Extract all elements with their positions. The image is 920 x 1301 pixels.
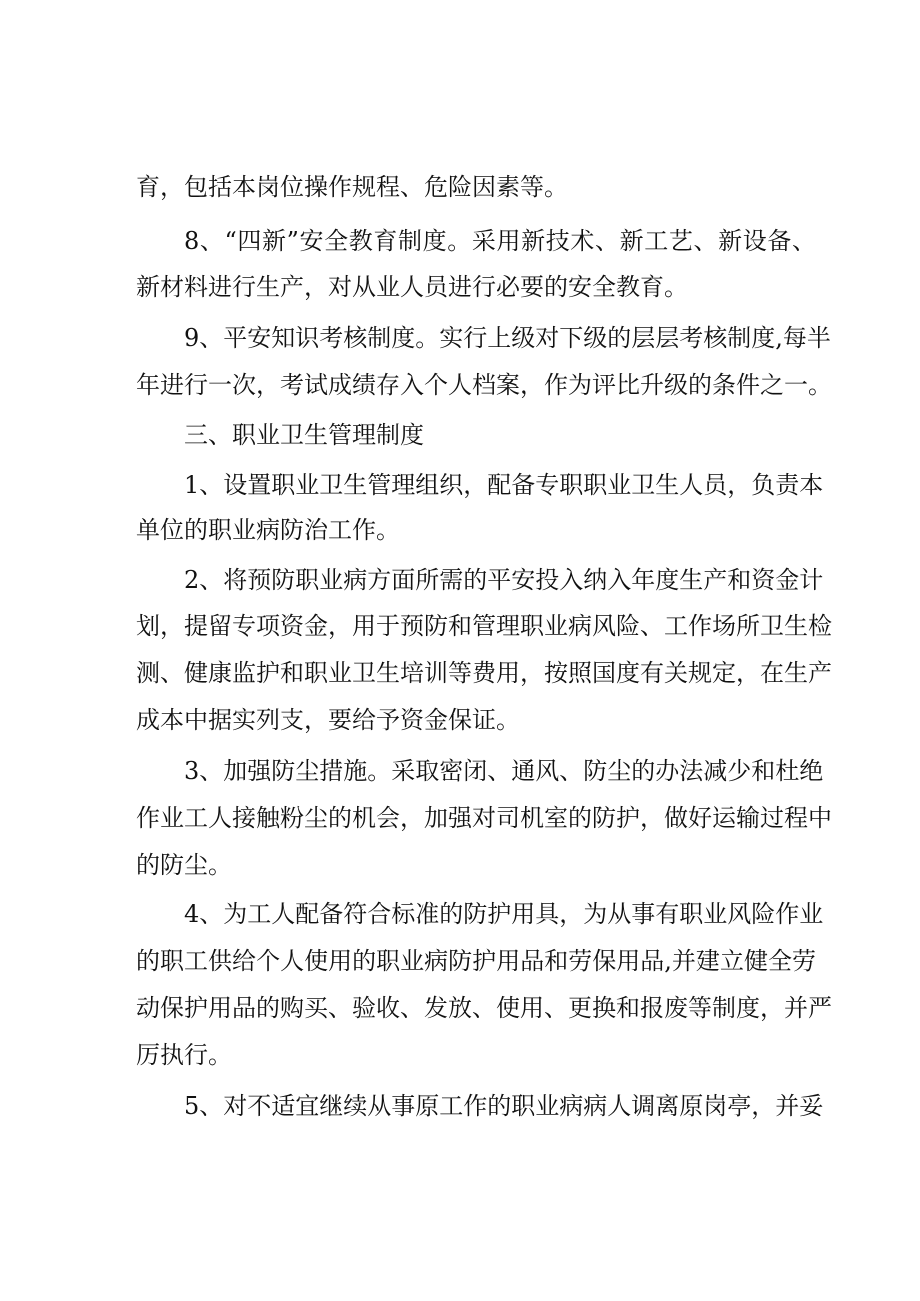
text-line: 成本中据实列支，要给予资金保证。 — [136, 706, 520, 734]
text-line: 1、设置职业卫生管理组织，配备专职职业卫生人员，负责本 — [184, 471, 824, 499]
text-line: 测、健康监护和职业卫生培训等费用，按照国度有关规定，在生产 — [136, 659, 832, 687]
text-line: 育，包括本岗位操作规程、危险因素等。 — [136, 173, 568, 201]
text-line: 的职工供给个人使用的职业病防护用品和劳保用品,并建立健全劳 — [136, 947, 816, 975]
text-line: 3、加强防尘措施。采取密闭、通风、防尘的办法减少和杜绝 — [184, 757, 824, 785]
text-line: 划，提留专项资金，用于预防和管理职业病风险、工作场所卫生检 — [136, 612, 832, 640]
text-line: 厉执行。 — [136, 1041, 232, 1069]
text-line: 8、“四新”安全教育制度。采用新技术、新工艺、新设备、 — [184, 227, 816, 255]
text-line: 动保护用品的购买、验收、发放、使用、更换和报废等制度，并严 — [136, 994, 832, 1022]
text-line: 的防尘。 — [136, 851, 232, 879]
text-line: 单位的职业病防治工作。 — [136, 516, 400, 544]
text-line: 9、平安知识考核制度。实行上级对下级的层层考核制度,每半 — [184, 324, 831, 352]
text-line: 作业工人接触粉尘的机会，加强对司机室的防护，做好运输过程中 — [136, 804, 832, 832]
text-line: 新材料进行生产，对从业人员进行必要的安全教育。 — [136, 273, 688, 301]
text-line: 4、为工人配备符合标准的防护用具，为从事有职业风险作业 — [184, 900, 824, 928]
section-heading: 三、职业卫生管理制度 — [184, 421, 424, 449]
text-line: 年进行一次，考试成绩存入个人档案，作为评比升级的条件之一。 — [136, 371, 832, 399]
text-line: 2、将预防职业病方面所需的平安投入纳入年度生产和资金计 — [184, 566, 824, 594]
text-line: 5、对不适宜继续从事原工作的职业病病人调离原岗亭，并妥 — [184, 1092, 824, 1120]
